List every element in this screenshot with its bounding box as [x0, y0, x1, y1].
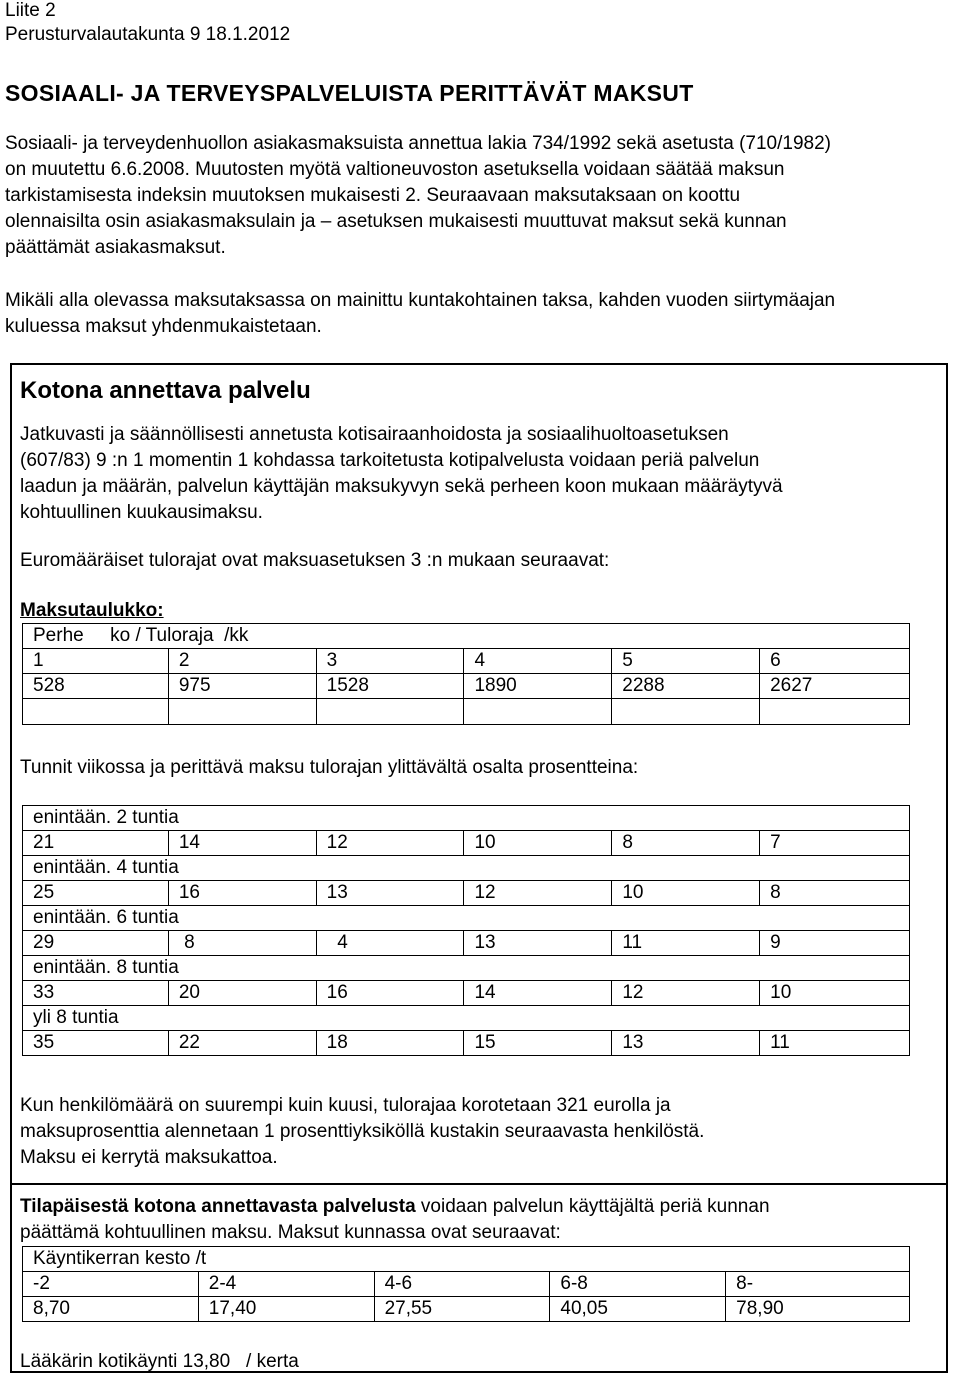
- meeting-info: Perusturvalautakunta 9 18.1.2012: [5, 24, 291, 45]
- table-cell: 8: [168, 931, 316, 956]
- table-cell: 1528: [316, 674, 464, 699]
- table-cell: 13: [612, 1031, 760, 1056]
- table-cell: [168, 699, 316, 725]
- table-cell: 8-: [726, 1272, 910, 1297]
- section-heading: Kotona annettava palvelu: [20, 377, 311, 404]
- table-cell: 8,70: [23, 1297, 199, 1322]
- hours-row-label: enintään. 4 tuntia: [23, 856, 910, 881]
- table-cell: 2: [168, 649, 316, 674]
- intro-line: päättämät asiakasmaksut.: [5, 237, 226, 258]
- table-row: [23, 831, 910, 856]
- table-row: [23, 624, 910, 649]
- appendix-label: Liite 2: [5, 0, 56, 21]
- hours-row-label: enintään. 2 tuntia: [23, 806, 910, 831]
- table-cell: 1: [23, 649, 169, 674]
- table-cell: 33: [23, 981, 169, 1006]
- table-cell: [760, 699, 910, 725]
- fee-table-title: Maksutaulukko:: [20, 600, 164, 621]
- note-line: Maksu ei kerrytä maksukattoa.: [20, 1147, 278, 1168]
- table-cell: [612, 699, 760, 725]
- doctor-visit-fee: Lääkärin kotikäynti 13,80 / kerta: [20, 1351, 299, 1372]
- table-cell: 1890: [464, 674, 612, 699]
- intro-line: kuluessa maksut yhdenmukaistetaan.: [5, 316, 322, 337]
- table-row: [23, 806, 910, 831]
- income-table-header: Perhe ko / Tuloraja /kk: [23, 624, 910, 649]
- table-cell: 25: [23, 881, 169, 906]
- table-cell: 13: [464, 931, 612, 956]
- temporary-service-text: [20, 1194, 770, 1246]
- table-cell: 14: [464, 981, 612, 1006]
- table-cell: 35: [23, 1031, 169, 1056]
- table-cell: 8: [760, 881, 910, 906]
- table-cell: 17,40: [198, 1297, 374, 1322]
- table-row: [23, 1006, 910, 1031]
- table-cell: 16: [168, 881, 316, 906]
- temporary-service-rest: voidaan palvelun käyttäjältä periä kunnan: [415, 1196, 770, 1217]
- table-cell: -2: [23, 1272, 199, 1297]
- table-cell: 21: [23, 831, 169, 856]
- table-cell: 8: [612, 831, 760, 856]
- table-row: [23, 674, 910, 699]
- intro-paragraph-2: [5, 288, 957, 340]
- table-row: [23, 1272, 910, 1297]
- temporary-service-heading: Tilapäisestä kotona annettavasta palvelusta: [20, 1196, 416, 1217]
- table-cell: 12: [464, 881, 612, 906]
- intro-line: olennaisilta osin asiakasmaksulain ja – asetuksen mukaisesti muuttuvat maksut sekä kunnan: [5, 211, 787, 232]
- table-cell: 7: [760, 831, 910, 856]
- intro-line: Sosiaali- ja terveydenhuollon asiakasmaksuista annettua lakia 734/1992 sekä asetusta (710/1982): [5, 133, 831, 154]
- table-cell: [316, 699, 464, 725]
- intro-line: Mikäli alla olevassa maksutaksassa on mainittu kuntakohtainen taksa, kahden vuoden siirtymäajan: [5, 290, 836, 311]
- note-paragraph: [20, 1093, 704, 1171]
- visit-table-header: Käyntikerran kesto /t: [23, 1247, 910, 1272]
- table-cell: 528: [23, 674, 169, 699]
- table-cell: 13: [316, 881, 464, 906]
- table-cell: 6: [760, 649, 910, 674]
- table-cell: 12: [612, 981, 760, 1006]
- hours-percent-table: [22, 805, 910, 1056]
- section-line: (607/83) 9 :n 1 momentin 1 kohdassa tarkoitetusta kotipalvelusta voidaan periä palvelun: [20, 450, 760, 471]
- table-row: [23, 1031, 910, 1056]
- table-row: [23, 856, 910, 881]
- table-cell: 20: [168, 981, 316, 1006]
- hours-row-label: enintään. 8 tuntia: [23, 956, 910, 981]
- intro-paragraph-1: [5, 131, 957, 261]
- table-cell: 27,55: [374, 1297, 550, 1322]
- hours-table-title: Tunnit viikossa ja perittävä maksu tulorajan ylittävältä osalta prosentteina:: [20, 757, 639, 778]
- table-cell: 2288: [612, 674, 760, 699]
- table-row: [23, 1247, 910, 1272]
- table-cell: [23, 699, 169, 725]
- table-row: [23, 931, 910, 956]
- income-limit-table: [22, 623, 910, 725]
- note-line: maksuprosenttia alennetaan 1 prosenttiyksiköllä kustakin seuraavasta henkilöstä.: [20, 1121, 705, 1142]
- page-title: SOSIAALI- JA TERVEYSPALVELUISTA PERITTÄVÄT MAKSUT: [5, 80, 694, 106]
- section-line: kohtuullinen kuukausimaksu.: [20, 502, 263, 523]
- table-cell: 975: [168, 674, 316, 699]
- table-cell: 3: [316, 649, 464, 674]
- table-cell: 2627: [760, 674, 910, 699]
- table-row: [23, 881, 910, 906]
- section-divider: [10, 1183, 948, 1185]
- table-cell: 29: [23, 931, 169, 956]
- table-cell: 22: [168, 1031, 316, 1056]
- table-cell: 6-8: [550, 1272, 726, 1297]
- table-row: [23, 981, 910, 1006]
- table-row: [23, 1297, 910, 1322]
- table-row: [23, 956, 910, 981]
- table-row: [23, 699, 910, 725]
- table-cell: 10: [760, 981, 910, 1006]
- table-cell: 10: [464, 831, 612, 856]
- table-cell: 4-6: [374, 1272, 550, 1297]
- table-cell: 11: [612, 931, 760, 956]
- table-cell: 4: [316, 931, 464, 956]
- intro-line: tarkistamisesta indeksin muutoksen mukaisesti 2. Seuraavaan maksutaksaan on koottu: [5, 185, 741, 206]
- table-cell: 16: [316, 981, 464, 1006]
- table-cell: 9: [760, 931, 910, 956]
- intro-line: on muutettu 6.6.2008. Muutosten myötä valtioneuvoston asetuksella voidaan säätää maksun: [5, 159, 785, 180]
- table-cell: 18: [316, 1031, 464, 1056]
- table-cell: 2-4: [198, 1272, 374, 1297]
- section-line: laadun ja määrän, palvelun käyttäjän maksukyvyn sekä perheen koon mukaan määräytyvä: [20, 476, 783, 497]
- visit-fee-table: [22, 1246, 910, 1322]
- table-cell: 11: [760, 1031, 910, 1056]
- section-line: Jatkuvasti ja säännöllisesti annetusta kotisairaanhoidosta ja sosiaalihuoltoasetuksen: [20, 424, 729, 445]
- temporary-line: [20, 1194, 770, 1220]
- euro-limits-text: Euromääräiset tulorajat ovat maksuasetuksen 3 :n mukaan seuraavat:: [20, 550, 610, 571]
- table-cell: 5: [612, 649, 760, 674]
- section-paragraph: [20, 422, 783, 526]
- note-line: Kun henkilömäärä on suurempi kuin kuusi, tulorajaa korotetaan 321 eurolla ja: [20, 1095, 671, 1116]
- table-cell: 12: [316, 831, 464, 856]
- table-cell: 78,90: [726, 1297, 910, 1322]
- table-cell: 15: [464, 1031, 612, 1056]
- table-cell: 10: [612, 881, 760, 906]
- table-row: [23, 649, 910, 674]
- hours-row-label: enintään. 6 tuntia: [23, 906, 910, 931]
- hours-row-label: yli 8 tuntia: [23, 1006, 910, 1031]
- table-cell: 4: [464, 649, 612, 674]
- table-cell: 40,05: [550, 1297, 726, 1322]
- table-cell: 14: [168, 831, 316, 856]
- temporary-line: päättämä kohtuullinen maksu. Maksut kunnassa ovat seuraavat:: [20, 1222, 561, 1243]
- table-cell: [464, 699, 612, 725]
- table-row: [23, 906, 910, 931]
